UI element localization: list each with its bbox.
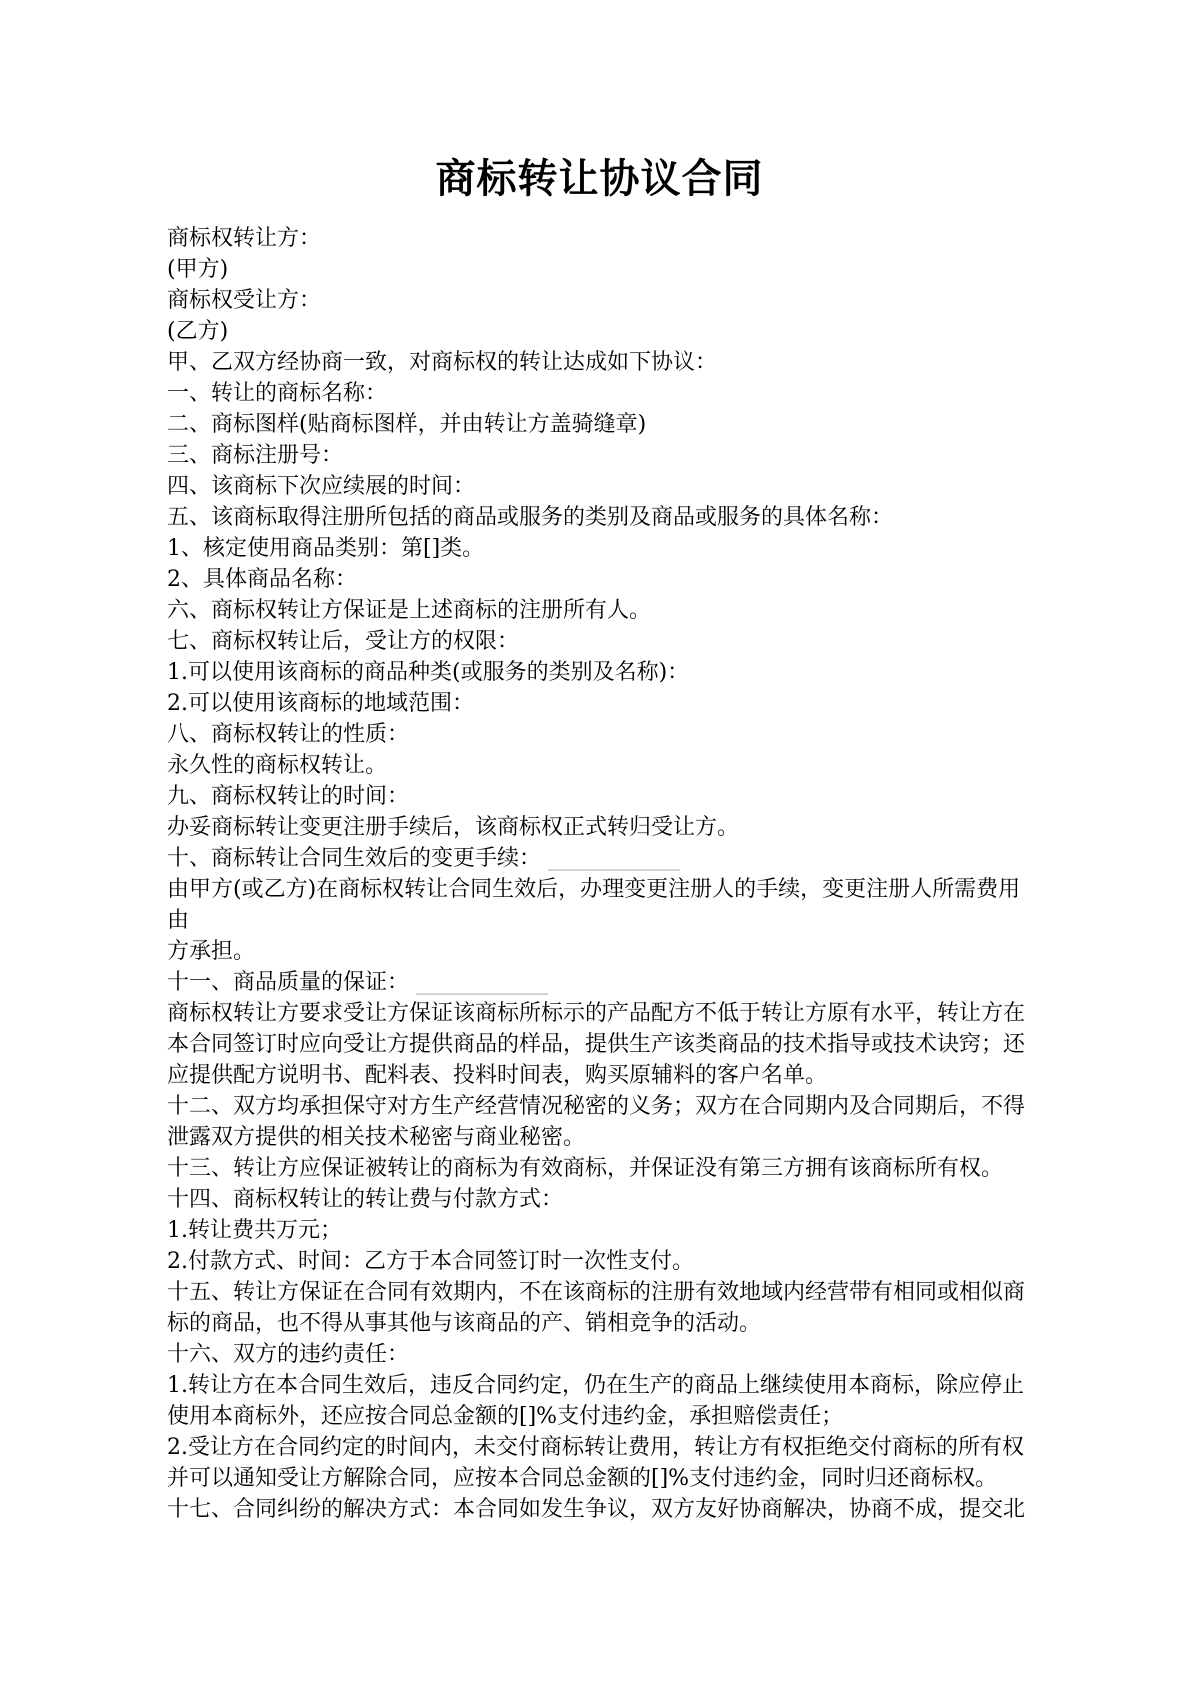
line-text: 应提供配方说明书、配料表、投料时间表，购买原辅料的客户名单。 xyxy=(167,1063,828,1088)
contract-line xyxy=(167,1184,1032,1215)
line-text: 四、该商标下次应续展的时间： xyxy=(167,474,476,499)
line-text: 商标权受让方： xyxy=(167,288,322,313)
line-text: 方承担。 xyxy=(167,939,256,964)
contract-line xyxy=(167,843,1032,874)
line-text: 十六、双方的违约责任： xyxy=(167,1342,410,1367)
line-text: 一、转让的商标名称： xyxy=(167,381,388,406)
contract-line xyxy=(167,936,1032,967)
line-text: 1.可以使用该商标的商品种类(或服务的类别及名称)： xyxy=(167,660,690,685)
contract-line xyxy=(167,657,1032,688)
line-text: 并可以通知受让方解除合同，应按本合同总金额的[]%支付违约金，同时归还商标权。 xyxy=(167,1466,998,1491)
contract-line xyxy=(167,1308,1032,1339)
line-text: 九、商标权转让的时间： xyxy=(167,784,410,809)
line-text: 二、商标图样(贴商标图样，并由转让方盖骑缝章) xyxy=(167,412,647,437)
line-text: 甲、乙双方经协商一致，对商标权的转让达成如下协议： xyxy=(167,350,718,375)
line-text: 五、该商标取得注册所包括的商品或服务的类别及商品或服务的具体名称： xyxy=(167,505,894,530)
line-text: 商标权转让方要求受让方保证该商标所标示的产品配方不低于转让方原有水平，转让方在 xyxy=(167,1001,1026,1026)
line-text: 2.受让方在合同约定的时间内，未交付商标转让费用，转让方有权拒绝交付商标的所有权 xyxy=(167,1435,1024,1460)
line-text: 八、商标权转让的性质： xyxy=(167,722,410,747)
contract-line xyxy=(167,564,1032,595)
contract-line xyxy=(167,781,1032,812)
contract-line xyxy=(167,1153,1032,1184)
contract-line xyxy=(167,750,1032,781)
blank-underline: ____________ xyxy=(548,846,680,871)
contract-line xyxy=(167,688,1032,719)
line-text: 泄露双方提供的相关技术秘密与商业秘密。 xyxy=(167,1125,586,1150)
contract-line xyxy=(167,1463,1032,1494)
line-text: 办妥商标转让变更注册手续后，该商标权正式转归受让方。 xyxy=(167,815,740,840)
contract-line xyxy=(167,812,1032,843)
contract-line xyxy=(167,1494,1032,1525)
blank-underline: ____________ xyxy=(416,970,548,995)
line-text: 十三、转让方应保证被转让的商标为有效商标，并保证没有第三方拥有该商标所有权。 xyxy=(167,1156,1004,1181)
contract-line xyxy=(167,440,1032,471)
contract-line xyxy=(167,285,1032,316)
line-text: 永久性的商标权转让。 xyxy=(167,753,388,778)
contract-line xyxy=(167,223,1032,254)
document-title: 商标转让协议合同 xyxy=(435,155,764,202)
line-text: 三、商标注册号： xyxy=(167,443,344,468)
contract-line xyxy=(167,1215,1032,1246)
line-text: 1.转让费共万元； xyxy=(167,1218,342,1243)
line-text: 商标权转让方： xyxy=(167,226,322,251)
contract-line xyxy=(167,1277,1032,1308)
line-text: (甲方) xyxy=(167,257,229,282)
line-text: 使用本商标外，还应按合同总金额的[]%支付违约金，承担赔偿责任； xyxy=(167,1404,844,1429)
contract-line xyxy=(167,967,1032,998)
contract-line xyxy=(167,378,1032,409)
contract-line xyxy=(167,409,1032,440)
line-text: 十七、合同纠纷的解决方式：本合同如发生争议，双方友好协商解决，协商不成，提交北 xyxy=(167,1497,1026,1522)
contract-line xyxy=(167,502,1032,533)
contract-line xyxy=(167,1432,1032,1463)
contract-line xyxy=(167,1339,1032,1370)
contract-line xyxy=(167,1029,1032,1060)
contract-line xyxy=(167,1370,1032,1401)
contract-line xyxy=(167,316,1032,347)
line-text: (乙方) xyxy=(167,319,229,344)
line-text: 六、商标权转让方保证是上述商标的注册所有人。 xyxy=(167,598,652,623)
line-text: 本合同签订时应向受让方提供商品的样品，提供生产该类商品的技术指导或技术诀窍；还 xyxy=(167,1032,1026,1057)
line-text: 七、商标权转让后，受让方的权限： xyxy=(167,629,520,654)
contract-line xyxy=(167,1246,1032,1277)
contract-line xyxy=(167,626,1032,657)
line-text: 十二、双方均承担保守对方生产经营情况秘密的义务；双方在合同期内及合同期后，不得 xyxy=(167,1094,1026,1119)
contract-line xyxy=(167,254,1032,285)
line-text: 由甲方(或乙方)在商标权转让合同生效后，办理变更注册人的手续，变更注册人所需费用 xyxy=(167,877,1021,902)
line-text: 2、具体商品名称： xyxy=(167,567,357,592)
contract-body xyxy=(167,223,1032,1525)
contract-line xyxy=(167,471,1032,502)
contract-line xyxy=(167,1401,1032,1432)
contract-line xyxy=(167,719,1032,750)
contract-line xyxy=(167,1122,1032,1153)
line-text: 1.转让方在本合同生效后，违反合同约定，仍在生产的商品上继续使用本商标，除应停止 xyxy=(167,1373,1024,1398)
contract-line xyxy=(167,905,1032,936)
line-text: 由 xyxy=(167,908,190,933)
line-text: 十、商标转让合同生效后的变更手续： xyxy=(167,846,548,871)
contract-line xyxy=(167,874,1032,905)
contract-line xyxy=(167,998,1032,1029)
contract-line xyxy=(167,595,1032,626)
line-text: 标的商品，也不得从事其他与该商品的产、销相竞争的活动。 xyxy=(167,1311,762,1336)
line-text: 十一、商品质量的保证： xyxy=(167,970,416,995)
contract-line xyxy=(167,1091,1032,1122)
line-text: 1、核定使用商品类别：第[]类。 xyxy=(167,536,485,561)
contract-line xyxy=(167,1060,1032,1091)
contract-line xyxy=(167,533,1032,564)
line-text: 2.付款方式、时间：乙方于本合同签订时一次性支付。 xyxy=(167,1249,694,1274)
line-text: 十五、转让方保证在合同有效期内，不在该商标的注册有效地域内经营带有相同或相似商 xyxy=(167,1280,1026,1305)
line-text: 2.可以使用该商标的地域范围： xyxy=(167,691,474,716)
line-text: 十四、商标权转让的转让费与付款方式： xyxy=(167,1187,564,1212)
contract-line xyxy=(167,347,1032,378)
